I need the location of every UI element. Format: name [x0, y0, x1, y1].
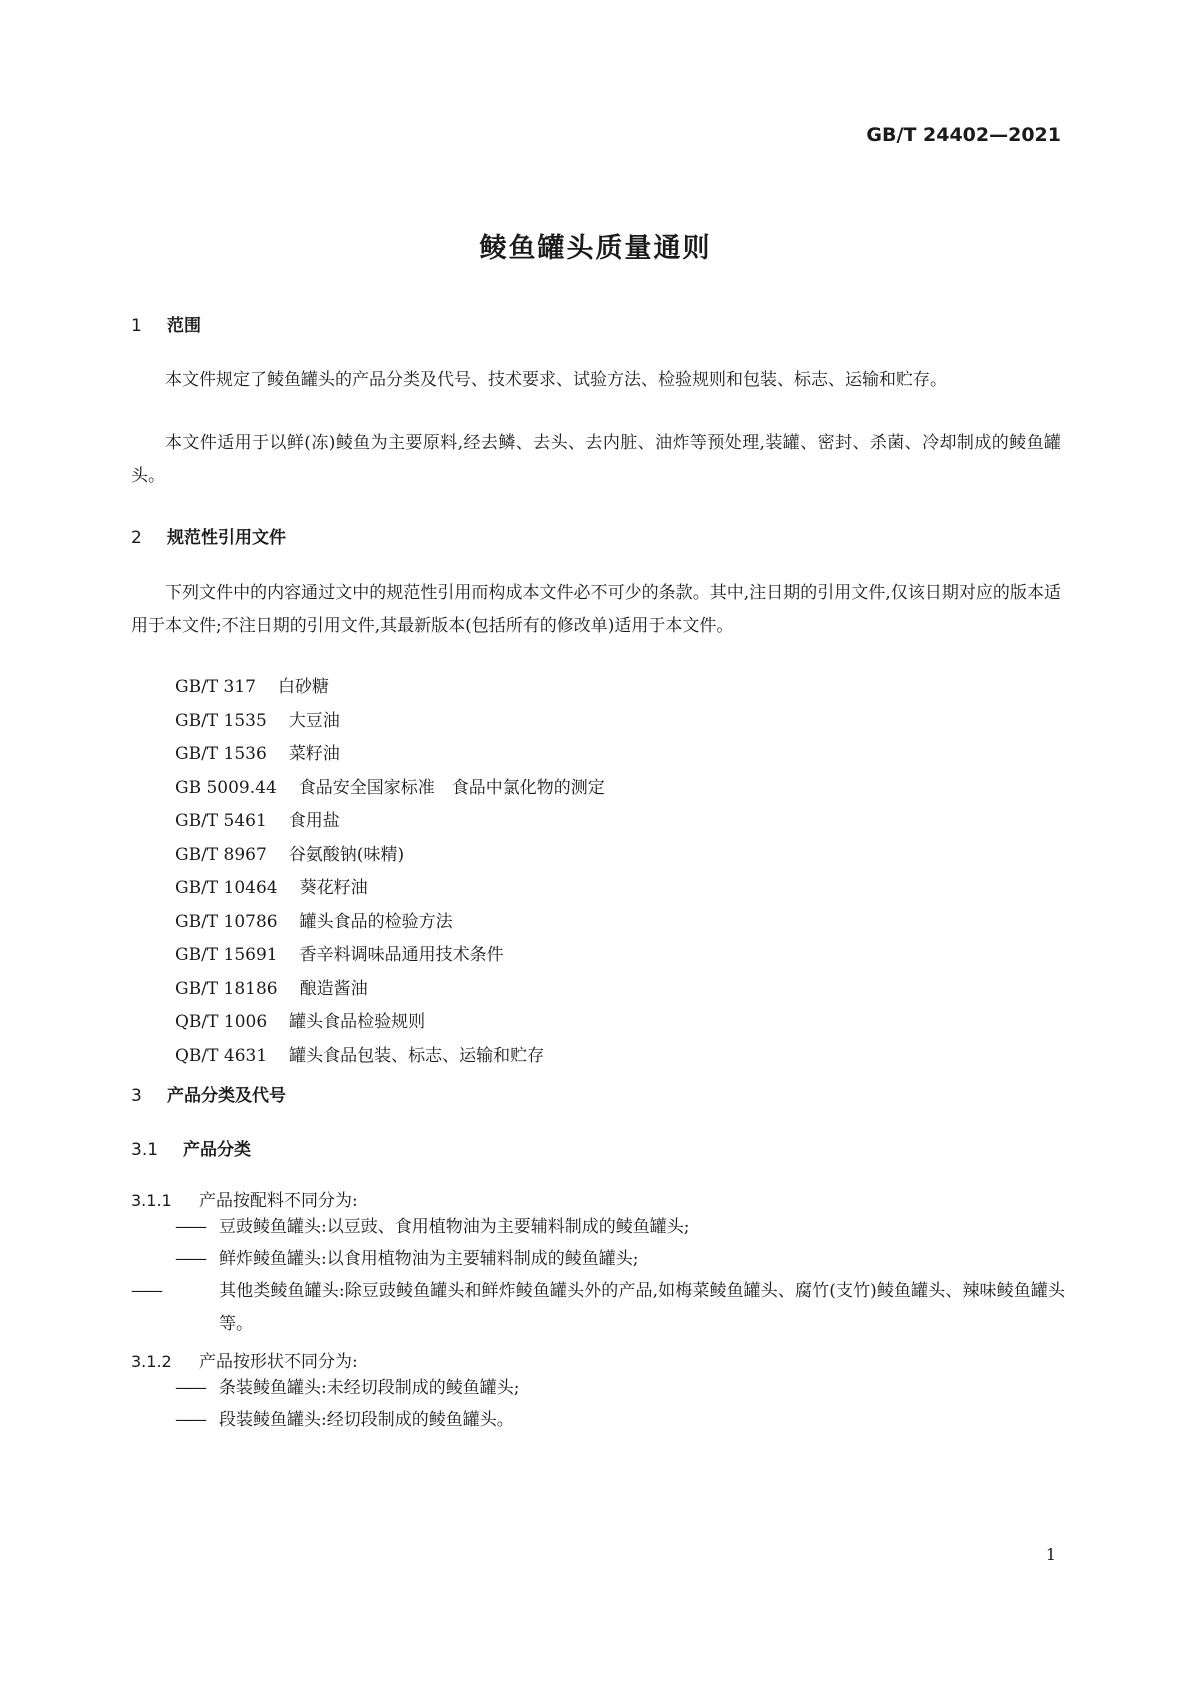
reference-code: GB/T 1535 — [175, 710, 267, 731]
reference-code: GB/T 5461 — [175, 811, 267, 831]
dash-marker: —— — [175, 1378, 205, 1398]
reference-code: GB/T 317 — [175, 677, 256, 697]
list-item — [175, 1404, 1065, 1437]
reference-code: GB/T 1536 — [175, 744, 267, 764]
section-2-heading — [131, 523, 286, 548]
scope-paragraph-2: 本文件适用于以鲜(冻)鲮鱼为主要原料,经去鳞、去头、去内脏、油炸等预处理,装罐、密封、杀菌、冷却制成的鲮鱼罐头。 — [131, 433, 1061, 486]
reference-code: GB/T 10464 — [175, 878, 278, 898]
section-number: 3 — [131, 1086, 142, 1106]
section-3-heading — [131, 1081, 286, 1106]
reference-title: 罐头食品的检验方法 — [299, 911, 453, 932]
reference-title: 大豆油 — [288, 710, 340, 731]
list-item — [175, 1243, 1065, 1276]
section-number: 1 — [131, 316, 142, 336]
reference-title: 酿造酱油 — [299, 978, 368, 999]
section-title: 范围 — [167, 316, 201, 336]
reference-code: GB/T 15691 — [175, 945, 278, 965]
document-title: 鲮鱼罐头质量通则 — [479, 233, 712, 264]
page-number: 1 — [1045, 1545, 1056, 1564]
section-number: 2 — [131, 528, 142, 548]
clause-number: 3.1.1 — [131, 1191, 172, 1210]
reference-item — [175, 939, 605, 973]
section-title: 产品分类及代号 — [167, 1086, 286, 1106]
reference-code: QB/T 4631 — [175, 1045, 268, 1066]
reference-list — [175, 671, 605, 1073]
dash-marker: —— — [175, 1217, 205, 1237]
reference-item — [175, 872, 605, 906]
list-item-text: 豆豉鲮鱼罐头:以豆豉、食用植物油为主要辅料制成的鲮鱼罐头; — [219, 1217, 690, 1237]
subsection-number: 3.1 — [131, 1140, 159, 1160]
reference-code: GB/T 8967 — [175, 844, 267, 865]
reference-item — [175, 1040, 605, 1074]
reference-code: GB/T 10786 — [175, 911, 278, 932]
reference-code: QB/T 1006 — [175, 1012, 268, 1032]
clause-text: 产品按配料不同分为: — [199, 1191, 358, 1211]
list-item-text: 条装鲮鱼罐头:未经切段制成的鲮鱼罐头; — [219, 1378, 520, 1398]
list-item — [131, 1275, 1065, 1341]
reference-item — [175, 805, 605, 839]
reference-item — [175, 839, 605, 873]
dash-marker: —— — [175, 1410, 205, 1430]
reference-code: GB 5009.44 — [175, 777, 277, 798]
reference-title: 食用盐 — [288, 811, 340, 831]
reference-code: GB/T 18186 — [175, 978, 278, 999]
reference-item — [175, 738, 605, 772]
reference-item — [175, 973, 605, 1007]
list-item-text: 段装鲮鱼罐头:经切段制成的鲮鱼罐头。 — [219, 1410, 514, 1430]
subsection-3-1-heading — [131, 1135, 251, 1160]
normative-refs-intro: 下列文件中的内容通过文中的规范性引用而构成本文件必不可少的条款。其中,注日期的引用文件,仅该日期对应的版本适用于本文件;不注日期的引用文件,其最新版本(包括所有的修改单)适用于本文件。 — [131, 583, 1061, 636]
reference-item — [175, 671, 605, 705]
reference-title: 谷氨酸钠(味精) — [288, 844, 405, 865]
reference-title: 香辛料调味品通用技术条件 — [299, 945, 504, 965]
subsection-title: 产品分类 — [183, 1140, 251, 1160]
list-item-text: 其他类鲮鱼罐头:除豆豉鲮鱼罐头和鲜炸鲮鱼罐头外的产品,如梅菜鲮鱼罐头、腐竹(支竹)鲮鱼罐头、辣味鲮鱼罐头等。 — [219, 1281, 1065, 1334]
reference-title: 食品安全国家标准 食品中氯化物的测定 — [298, 777, 605, 798]
list-item-text: 鲜炸鲮鱼罐头:以食用植物油为主要辅料制成的鲮鱼罐头; — [219, 1249, 639, 1269]
reference-item — [175, 705, 605, 739]
clause-3-1-2 — [131, 1347, 358, 1372]
scope-paragraph-1: 本文件规定了鲮鱼罐头的产品分类及代号、技术要求、试验方法、检验规则和包装、标志、运输和贮存。 — [165, 370, 947, 390]
reference-title: 菜籽油 — [288, 744, 340, 764]
standard-code: GB/T 24402—2021 — [866, 124, 1061, 146]
reference-title: 罐头食品检验规则 — [289, 1012, 426, 1032]
reference-title: 白砂糖 — [278, 677, 329, 697]
dash-marker: —— — [175, 1249, 205, 1269]
list-item — [175, 1211, 1065, 1244]
list-item — [175, 1372, 1065, 1405]
dash-marker: —— — [131, 1281, 161, 1301]
clause-text: 产品按形状不同分为: — [199, 1352, 358, 1372]
reference-item — [175, 1006, 605, 1040]
section-title: 规范性引用文件 — [167, 528, 286, 548]
reference-item — [175, 772, 605, 806]
reference-title: 罐头食品包装、标志、运输和贮存 — [289, 1045, 545, 1066]
clause-number: 3.1.2 — [131, 1352, 172, 1371]
reference-title: 葵花籽油 — [299, 878, 368, 898]
clause-3-1-1 — [131, 1186, 358, 1211]
section-1-heading — [131, 311, 201, 336]
reference-item — [175, 906, 605, 940]
